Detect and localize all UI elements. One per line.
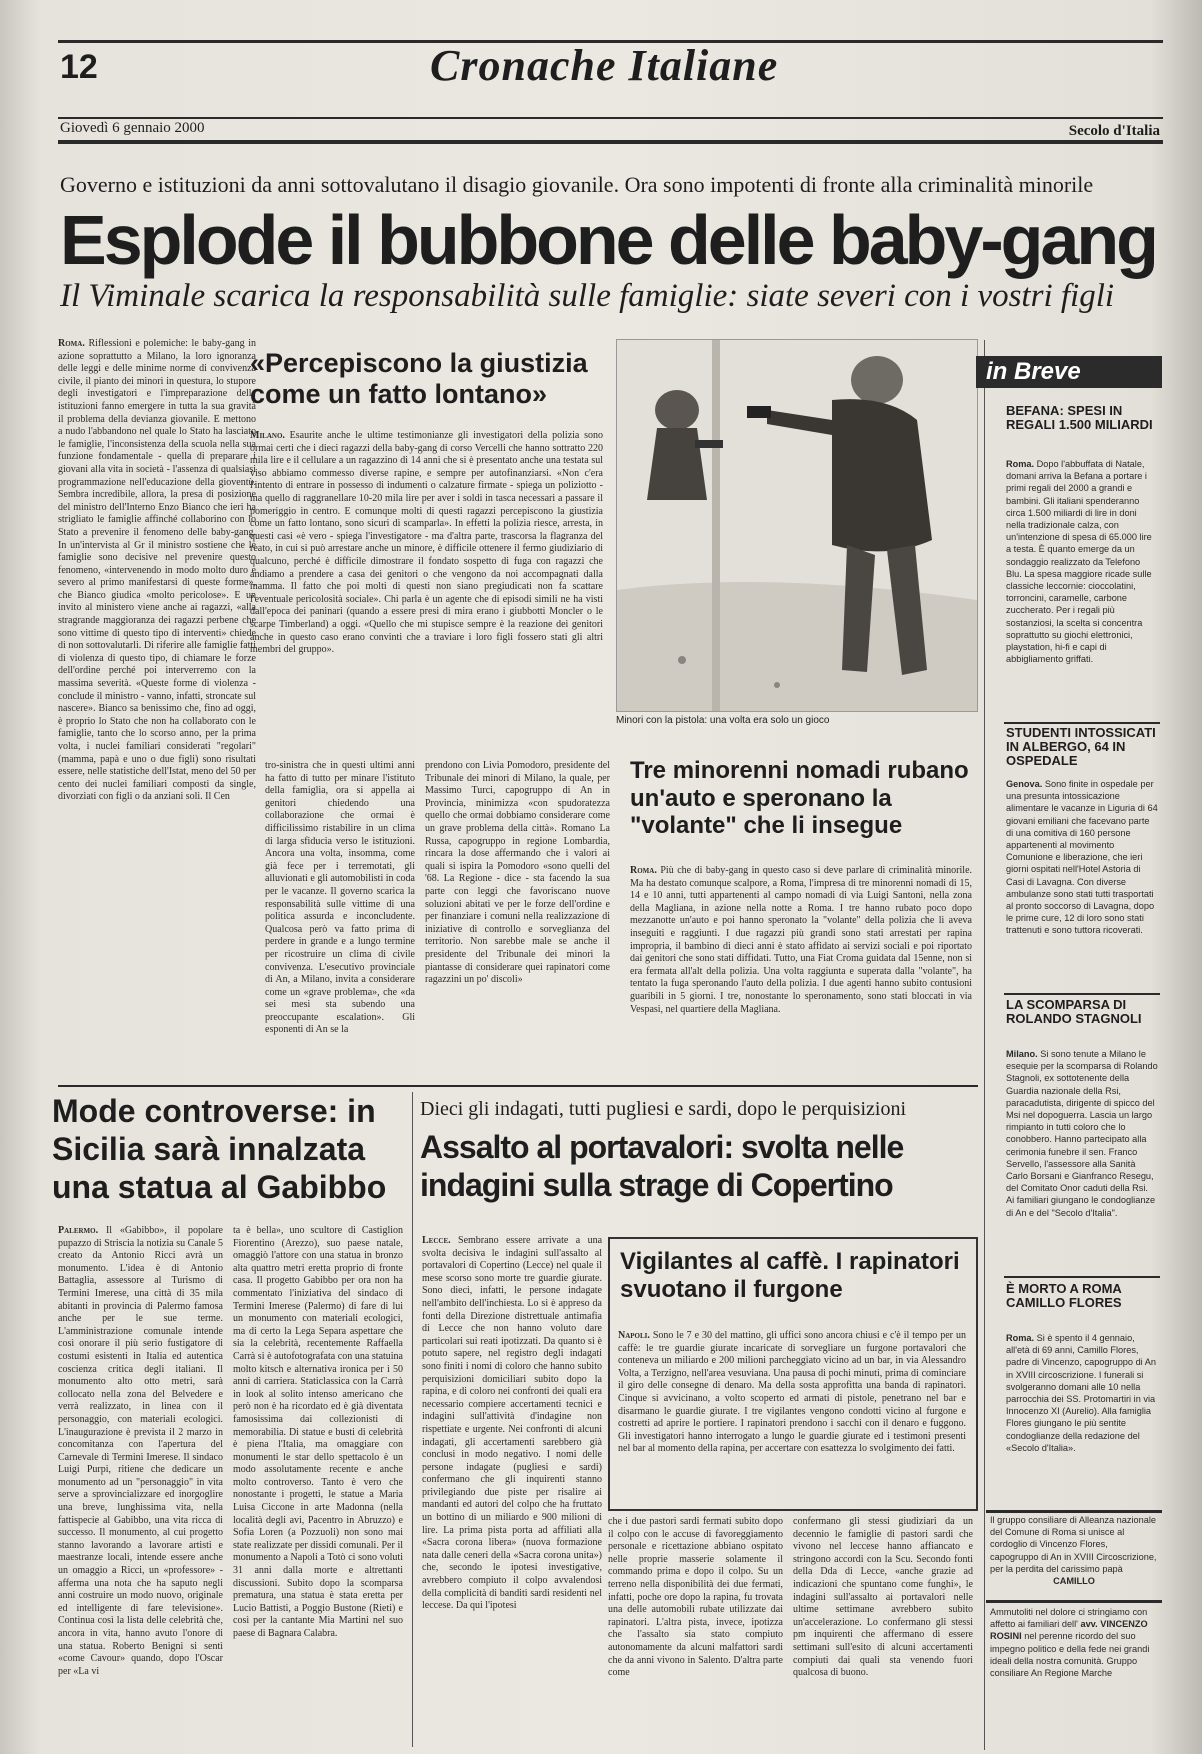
lead-dateline: Roma. [58,338,85,349]
breve-4-body [1006,1332,1158,1508]
breve-1-text: Dopo l'abbuffata di Natale, domani arriva la Befana a portare i primi regali del 2000 a grandi e bambini. Gli italiani spenderanno circa 1.500 miliardi di lire in doni nella tradizionale calza, con un'intenzione di spesa di 65.000 lire a testa. È quanto emerge da un sondaggio realizzato da Telefono Blu. La spesa maggiore ricade sulle classiche leccornie: cioccolatini, torroncini, caramelle, carbone zuccherato. Per i regali più sostanziosi, la scelta si concentra soprattutto su giochi elettronici, playstation, hi-fi e capi di abbigliamento griffati. [1006,459,1152,665]
notice-2-name: avv. VINCENZO ROSINI [990,1619,1148,1642]
page-number: 12 [60,48,98,86]
notice-1-text: Il gruppo consiliare di Alleanza nazionale del Comune di Roma si unisce al cordoglio di Vincenzo Flores, capogruppo di An in XVIII Circoscrizione, per la perdita del carissimo papà [990,1515,1157,1574]
caffe-body [618,1330,966,1500]
breve-3-title: LA SCOMPARSA DI ROLANDO STAGNOLI [1006,997,1142,1026]
breve-2-body [1006,778,1158,984]
breve-1-dateline: Roma. [1006,459,1035,469]
quote-article-title: «Percepiscono la giustizia come un fatto lontano» [250,348,588,410]
photo-caption: Minori con la pistola: una volta era solo un gioco [616,715,830,726]
lead-column-3: prendono con Livia Pomodoro, presidente del Tribunale dei minori di Milano, la quale, per Massimo Turci, capogruppo di An in Provincia, minimizza «con spudoratezza quello che ormai dobbiamo considerare come un grave problema della città». Romano La Russa, capogruppo in regione Lombardia, rincara la dose affermando che i valori ai quali si ispira la Pomodoro «sono quelli del '68. La Regione - dice - sta facendo la sua parte con leggi che favoriscano nuove soluzioni abitati ve per le forze dell'ordine e per finanziare i comuni nella realizzazione di iniziative di controllo e sorveglianza del territorio. Non sarebbe male se anche il presidente del Tribunale dei minori la piantasse di considerare quei rapinatori come ragazzini un po' discoli» [425,760,610,986]
breve-2-text: Sono finite in ospedale per una presunta intossicazione alimentare le vacanze in Liguria di 64 giovani emiliani che facevano parte di una comitiva di 160 persone appartenenti al movimento Comunione e liberazione, che ieri giorni ospitati nell'Hotel Astoria di Casi di Lavagna. Con diverse ambulanze sono stati tutti trasportati al pronto soccorso di Lavagna, dopo le prime cure, 12 di loro sono stati trattenuti e sono tuttora ricoverati. [1006,779,1158,936]
caffe-text: Sono le 7 e 30 del mattino, gli uffici sono ancora chiusi e c'è il tempo per un caffè: le tre guardie giurate incaricate di sorvegliare un furgone portavalori che conteneva un miliardo e 200 milioni parcheggiato vicino ad un bar, in via Alessandro Volta, a Terzigno, nell'area vesuviana. Una pausa di pochi minuti, prima di cominciare il giro delle consegne di denaro. Ma della sosta approfitta una banda di rapinatori. Cinque si avvicinano, a volto scoperto ed armati di pistole, penetrano nel bar e disarmano le guardie giurate. I tre vigilantes vengono condotti vicino al furgone e costretti ad aprire le portiere. I rapinatori prendono i sacchi con il denaro e fuggono. Gli investigatori hanno interrogato a lungo le guardie giurate ed i testimoni presenti nel bar al momento della rapina, per accertare con esattezza lo svolgimento dei fatti. [618,1330,966,1455]
nomadi-text: Più che di baby-gang in questo caso si deve parlare di criminalità minorile. Ma ha destato comunque scalpore, a Roma, l'impresa di tre minorenni nomadi di 15, 14 e 10 anni, tutti appartenenti al campo nomadi di via Luigi Santoni, nella zona della Magliana, in azione nella notte a Roma. I tre hanno rubato poco dopo mezzanotte un'auto e poi hanno speronato la "volante" della polizia che li aveva inseguiti e raggiunti. I due ragazzi più grandi sono stati arrestati per rapina impropria, il bambino di dieci anni è stato affidato ai servizi sociali e poi riportato dai genitori che sono stati diffidati. Tutto, una Fiat Croma guidata dal 15enne, non si era fermata all'alt della polizia. Una volta raggiunta e superata dalla "volante", ha tentato la fuga speronando l'auto della polizia. I due agenti hanno subito contusioni guaribili in 5 giorni. I tre, nonostante lo speronamento, sono stati bloccati in via Vespasi, nel quartiere della Magliana. [630,865,972,1015]
nomadi-title: Tre minorenni nomadi rubano un'auto e speronano la "volante" che li insegue [630,757,969,840]
lower-section-rule [58,1085,978,1087]
gabibbo-column-1-text: Il «Gabibbo», il popolare pupazzo di Striscia la notizia su Canale 5 creato da Antonio Ricci avrà un monumento. L'idea è di Antonio Battaglia, assessore al Turismo di Termini Imerese, una città di 35 mila abitanti in provincia di Palermo famosa anche per le sue terme. L'amministrazione comunale intende così onorare il più serio fustigatore di costumi esistenti in Italia ed autentica coscienza critica degli italiani. Il monumento alto otto metri, sarà collocato nella zona del Belvedere e verrà realizzato, in linea con il personaggio, con materiali ecologici. L'inaugurazione è prevista il 2 marzo in concomitanza con l'apertura del Carnevale di Termini Imerese. Il sindaco Luigi Purpi, ritiene che dedicare un monumento ad un "personaggio" in vita serve a sprovincializzare ed inorgoglire una breve, lunghissima vita, nella fattispecie al Gabibbo, una vita ricca di successo. Il monumento, al cui progetto stanno lavorando a lavorare artisti e maestranze locali, intende essere anche un omaggio a Ricci, un «professore» - afferma una nota che ha saputo negli anni costruire un modo nuovo, originale ed intelligente di fare televisione». Continua così la lista delle celebrità che, ancora in vita, hanno avuto l'onore di una statua. Roberto Benigni si sentì «come Cavour» quando, dopo l'Oscar per «La vi [58,1225,223,1677]
notice-1 [990,1514,1158,1594]
breve-2-dateline: Genova. [1006,779,1043,789]
section-masthead: Cronache Italiane [430,41,779,90]
copertino-kicker: Dieci gli indagati, tutti pugliesi e sardi, dopo le perquisizioni [420,1098,907,1120]
nomadi-body [630,865,972,1070]
quote-article-text: Esaurite anche le ultime testimonianze gli investigatori della polizia sono ormai certi che i dieci ragazzi della baby-gang di corso Vercelli che hanno sottratto 220 mila lire e il cellulare a un ragazzino di 14 anni che si è presentato anche una testata sul viso abbiamo commesso diverse rapine, e sempre per autofinanziarsi. «Non c'era l'intento di entrare in possesso di indumenti o calzature firmate - spiega un poliziotto - ma quello di raggranellare 10-20 mila lire per aver i soldi in tasca necessari a passare il pomeriggio in centro. E comunque molti di questi ragazzi percepiscono la giustizia come un fatto lontano, sono sicuri di scamparla». In effetti la polizia riesce, arresta, in questi casi «è vero - spiega l'investigatore - ma d'altra parte, trascorsa la flagranza del reato, in cui si può arrestare anche un minore, è difficile ottenere il fermo giudiziario di qualcuno, perché è difficile dimostrare il fondato sospetto di fuga con ragazzi che andiamo a prendere a casa dei genitori o che vengono da noi accompagnati dalla mamma. Il fatto che poi molti di questi non siano pregiudicati non fa scattare l'eventuale pericolosità sociale». Chi parla è un agente che di episodi simili ne ha visti dall'epoca dei paninari (quando a essere presi di mira erano i giubbotti Moncler o le scarpe Timberland) a oggi. «Quello che mi stupisce sempre è la reazione dei genitori anche in questo caso erano convinti che a traviare i loro figli fossero stati gli altri membri del gruppo». [250,430,603,656]
notice-rule-2 [986,1600,1162,1603]
lead-headline: Esplode il bubbone delle baby-gang [60,201,1156,279]
masthead-rule [58,117,1163,119]
breve-3-body [1006,1048,1158,1266]
photo-illustration [617,340,977,711]
breve-1-body [1006,458,1158,746]
lead-column-1 [58,338,256,1068]
gabibbo-dateline: Palermo. [58,1225,99,1236]
copertino-column-2: che i due pastori sardi fermati subito dopo il colpo con le accuse di favoreggiamento personale e ricettazione abbiano ospitato nelle proprie masserie solamente il commando prima e dopo il colpo. Su un terreno nella disponibilità dei due fermati, infatti, poche ore dopo la rapina, fu trovata una delle automobili rubate utilizzate dai rapinatori. L'altra pista, invece, ipotizza che l'assalto sia stato compiuto autonomamente da alcuni malfattori sardi che da anni vivono in Salento. D'altra parte come [608,1516,783,1679]
photo-children-with-pistol [616,339,978,712]
notice-1-sign: CAMILLO [1053,1576,1095,1587]
copertino-column-3: confermano gli stessi giudiziari da un decennio le famiglie di pastori sardi che vivono nel leccese hanno affiancato e stringono accordi con la Scu. Secondo fonti della Dda di Lecce, «anche grazie ad indicazioni che spuntano come funghi», le indagini sull'assalto ai portavalori nelle ultime settimane avrebbero subito un'accelerazione. Lo confermano gli stessi pm inquirenti che affermano di essere settimani sull'esito di alcuni accertamenti compiuti dai quali sta venendo fuori qualcosa di buono. [793,1516,973,1679]
lead-deck: Il Viminale scarica la responsabilità sulle famiglie: siate severi con i vostri figli [60,278,1115,314]
breve-4-dateline: Roma. [1006,1333,1035,1343]
breve-2-title: STUDENTI INTOSSICATI IN ALBERGO, 64 IN OSPEDALE [1006,725,1156,768]
header-bottom-rule [58,140,1163,144]
copertino-column-1 [422,1235,602,1745]
breve-rule-2 [1004,993,1160,995]
breve-4-title: È MORTO A ROMA CAMILLO FLORES [1006,1281,1122,1310]
gabibbo-column-2: ta è bella», uno scultore di Castiglion Fiorentino (Arezzo), suo paese natale, omaggiò l'attore con una statua in bronzo alta quattro metri eretta proprio di fronte casa. Il progetto Gabibbo per ora non ha commentato l'iniziativa del sindaco di Termini Imerese (Palermo) di fare di lui un monumento con materiali ecologici, ma di certo la Lega Separa aspettare che sia la celebrità, recentemente Raffaella Carrà si è autofotografata con una statuina molto kitsch e alternativa ironica per i 50 anni di carriera. Staticlassica con la Carrà in look al solito intenso americano che però non è ha ricordato ed è già diventata famosissima dai collezionisti di memorabilia. Di statue e busti di celebrità è piena l'Italia, ma omaggiare con monumenti le star dello spettacolo è un modo assolutamente recente e anche molto controverso. Tanto è vero che nonostante i progetti, le statue a Maria Luisa Ciccone in arte Madonna (nella località degli avi, Pacentro in Abruzzo) e Sofia Loren (a Pozzuoli) non sono mai state realizzate per dissidi comunali. Per il monumento a Napoli a Totò ci sono voluti 31 anni dalla morte e altrettanti discussioni. Subito dopo la scomparsa prematura, una statua è stata eretta per Lucio Battisti, a Poggio Bustone (Rieti) e così per la cantante Mia Martini nel suo paese di Bagnara Calabra. [233,1225,403,1639]
notice-2 [990,1606,1158,1746]
notice-2-pre: Ammutoliti nel dolore ci stringiamo con affetto ai familiari dell' [990,1607,1148,1630]
nomadi-dateline: Roma. [630,865,657,876]
in-breve-label: in Breve [976,356,1162,388]
notice-2-post: nel perenne ricordo del suo impegno politico e della fede nei grandi ideali della nostra comunità. Gruppo consiliare An Regione Marche [990,1631,1150,1679]
lead-column-1-text: Riflessioni e polemiche: le baby-gang in azione soprattutto a Milano, la loro ignoranza delle leggi e delle minime norme di convivenza civile, il pianto dei minori in questura, lo stupore degli investigatori e l'impreparazione delle istituzioni fanno emergere in tutta la sua gravità il problema della devianza giovanile. E mettono a nudo l'abbandono nel quale lo Stato ha lasciato le famiglie, l'inconsistenza della scuola nella sua funzione fondamentale - quella di preparare i giovani alla vita in società - l'assenza di qualsiasi programmazione nell'educazione della gioventù. Sembra incredibile, allora, la presa di posizione del ministro dell'Interno Enzo Bianco che ieri ha strigliato le famiglie affinché collaborino con lo Stato a prevenire il fenomeno delle baby-gang. In un'intervista al Gr il ministro sostiene che le famiglie sono decisive nel prevenire questo fenomeno, «intervenendo in modo molto duro e severo al primo manifestarsi di queste forme», che Bianco giudica «molto pericolose». E un invito al ministero viene anche ai ragazzi, «alla stragrande maggioranza dei ragazzi perbene che sono vittime di questo tipo di interventi» chiede di non sottovalutarli. Di riferire alle famiglie fatti di violenza di questo tipo, di chiamare le forze dell'ordine perché poi interverremo con la massima severità. «Queste forme di violenza - conclude il ministro - vanno, infatti, stroncate sul nascere». Bianco sa benissimo che, fino ad oggi, è proprio lo Stato che non ha collaborato con le famiglie, tanto che lo scorso anno, per la prima volta, i nuclei familiari considerati "regolari" (mamma, papà e uno o due figli) sono risultati essere, nelle statistiche dell'Istat, meno del 50 per cento dei nuclei familiari composti da single, divorziati con figli o da anziani soli. Il Cen [58,338,256,803]
newspaper-name: Secolo d'Italia [1068,123,1160,139]
gabibbo-separator [412,1092,413,1747]
notice-rule-1 [986,1510,1162,1513]
caffe-dateline: Napoli. [618,1330,650,1341]
gabibbo-title: Mode controverse: in Sicilia sarà innalzata una statua al Gabibbo [52,1093,387,1205]
breve-3-text: Si sono tenute a Milano le esequie per la scomparsa di Rolando Stagnoli, ex sottotenente della Guardia nazionale della Rsi, paracadutista, dirigente di spicco del Msi nel dopoguerra. Lascia un largo rimpianto in tutti coloro che lo conobbero. Hanno partecipato alla cerimonia funebre il sen. Franco Servello, l'assessore alla Sanità Carlo Borsani e Gianfranco Resegu, del Comitato Onor caduti della Rsi. Ai familiari giungano le condoglianze di An e del "Secolo d'Italia". [1006,1049,1158,1218]
quote-article-dateline: Milano. [250,430,285,441]
copertino-column-1-text: Sembrano essere arrivate a una svolta decisiva le indagini sull'assalto al portavalori di Copertino (Lecce) nel quale il mese scorso sono morte tre guardie giurate. Sono dieci, infatti, le persone indagate nell'ambito dell'inchiesta. Lo si è appreso da fonti della Direzione distrettuale antimafia di Lecce che non hanno voluto dare particolari sui reati ipotizzati. Da quanto si è potuto sapere, nel registro degli indagati sono finiti i nomi di coloro che hanno subito perquisizioni domiciliari subito dopo la rapina, e di coloro nei confronti dei quali era necessario compiere accertamenti tecnici e indagini sull'attività d'indagine non rispettiate e urgente. Nei confronti di alcuni indagati, gli accertamenti sarebbero già conclusi in modo negativo. I nomi delle persone indagate (pugliesi e sardi) confermano che gli inquirenti stanno privilegiando due piste per risalire ai mandanti ed autori del colpo che ha fruttato un bottino di un miliardo e 900 milioni di lire. La prima pista porta ad affiliati alla «Sacra corona libera» (nuova formazione nata dalle ceneri della «Sacra corona unita») che, secondo le ipotesi investigative, avrebbero compiuto il colpo avvalendosi della complicità di banditi sardi residenti nel leccese. Da qui l'ipotesi [422,1235,602,1612]
issue-date: Giovedì 6 gennaio 2000 [60,120,205,136]
breve-4-text: Si è spento il 4 gennaio, all'età di 69 anni, Camillo Flores, padre di Vincenzo, capogruppo di An in XVIII circoscrizione. I funerali si svolgeranno domani alle 10 nella parrocchia dei SS. Protomartiri in via Innocenzo XI (Aurelio). Alla famiglia Flores giungano le più sentite condoglianze della redazione del «Secolo d'Italia». [1006,1333,1157,1453]
quote-article-body [250,430,603,712]
lead-kicker: Governo e istituzioni da anni sottovalutano il disagio giovanile. Ora sono impotenti di fronte alla criminalità minorile [60,172,1094,197]
copertino-title: Assalto al portavalori: svolta nelle indagini sulla strage di Copertino [420,1129,904,1203]
breve-1-title: BEFANA: SPESI IN REGALI 1.500 MILIARDI [1006,403,1153,432]
breve-separator [984,340,985,1750]
copertino-dateline: Lecce. [422,1235,451,1246]
caffe-title: Vigilantes al caffè. I rapinatori svuotano il furgone [620,1248,960,1303]
breve-3-dateline: Milano. [1006,1049,1038,1059]
gabibbo-column-1 [58,1225,223,1745]
lead-column-2: tro-sinistra che in questi ultimi anni ha fatto di tutto per minare l'istituto della famiglia, ora si appella ai genitori chiedendo una collaborazione che ormai è difficilissimo ristabilire in un clima di larga sfiducia verso le istituzioni. Ancora una volta, insomma, come già fece per i terremotati, gli alluvionati e gli automobilisti in coda per le vacanze. Il governo scarica la responsabilità sulle vittime di una politica assurda e inconcludente. Qualcosa però va fatto prima di perdere in grande e a lungo termine per ricostruire un clima di civile convivenza. L'esecutivo provinciale di An, a Milano, invita a considerare come un «grave problema», che «da sei mesi sta subendo una preoccupante escalation». Gli esponenti di An se la [265,760,415,1036]
breve-rule-3 [1004,1276,1160,1278]
breve-rule-1 [1004,722,1160,724]
